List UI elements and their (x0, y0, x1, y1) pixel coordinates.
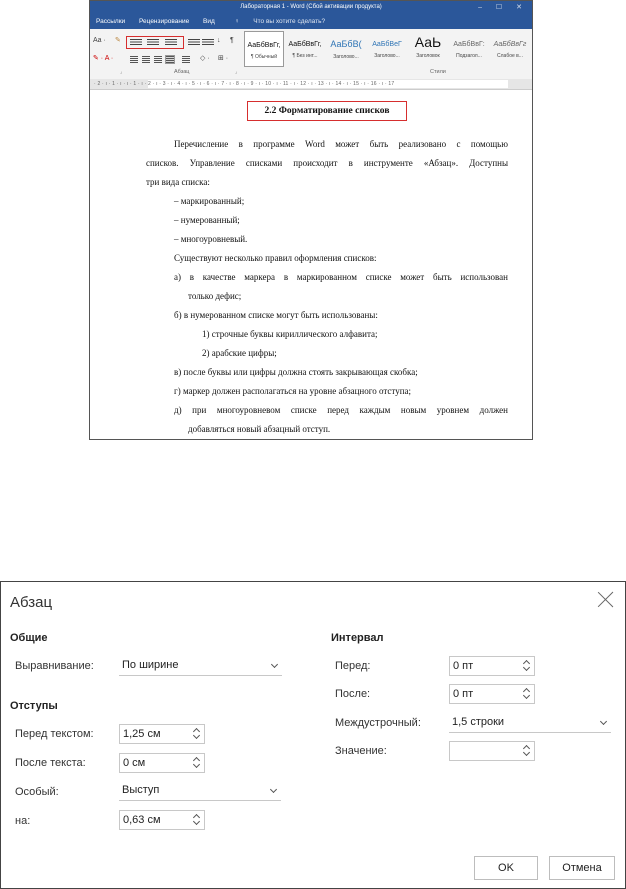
tab-review[interactable]: Рецензирование (139, 18, 190, 25)
dialog-launcher-icon[interactable]: ⌟ (120, 69, 123, 75)
rule-a-line-1: а) в качестве маркера в маркированном списке может быть использован (174, 272, 508, 282)
window-controls[interactable]: ‒ ☐ ✕ (478, 4, 528, 11)
align-right-icon[interactable] (154, 56, 162, 63)
general-header: Общие (10, 632, 48, 644)
rule-a-line-2: только дефис; (188, 291, 242, 301)
style-name: Заголово... (333, 54, 359, 60)
paragraph-dialog-launcher-icon[interactable]: ⌟ (235, 69, 238, 75)
style-no-spacing[interactable] (285, 31, 325, 67)
style-name: ¶ Обычный (250, 54, 278, 60)
ruler[interactable] (90, 79, 532, 90)
align-left-icon[interactable] (130, 56, 138, 63)
by-value: 0,63 см (123, 814, 161, 826)
rule-b-item-2: 2) арабские цифры; (202, 348, 277, 358)
highlight-color-icon[interactable]: ✎ · A · (93, 55, 114, 62)
indent-after-label: После текста: (15, 757, 86, 769)
borders-icon[interactable]: ⊞ · (218, 55, 229, 62)
intro-line-2: списков. Управление списками происходит в инструменте «Абзац». Доступны (146, 158, 508, 168)
intro-line-3: три вида списка: (146, 177, 210, 187)
spacing-value-input[interactable] (449, 741, 535, 761)
style-normal[interactable] (244, 31, 284, 67)
ribbon-tabs (90, 14, 532, 29)
shading-icon[interactable]: ◇ · (200, 55, 210, 62)
spinner-icon[interactable] (193, 756, 201, 770)
chevron-down-icon (271, 661, 278, 668)
multilevel-list-icon[interactable] (165, 39, 177, 45)
ribbon (90, 29, 532, 80)
style-name: Слабое в... (497, 53, 523, 59)
styles-gallery (244, 31, 533, 69)
spinner-icon[interactable] (523, 659, 531, 673)
style-name: Заголово... (374, 53, 400, 59)
paragraph-dialog (0, 581, 626, 889)
lightbulb-icon: ♀ (234, 18, 240, 25)
indent-before-label: Перед текстом: (15, 728, 94, 740)
spinner-icon[interactable] (523, 744, 531, 758)
group-styles-label: Стили (430, 69, 446, 75)
indent-before-value: 1,25 см (123, 728, 161, 740)
word-titlebar (90, 1, 532, 14)
list-type-multilevel: – многоуровневый. (174, 234, 248, 244)
align-justify-icon[interactable] (166, 56, 174, 63)
spacing-value-label: Значение: (335, 745, 387, 757)
spacing-before-input[interactable] (449, 656, 535, 676)
rule-d-line-2: добавляться новый абзацный отступ. (188, 424, 331, 434)
special-label: Особый: (15, 786, 59, 798)
document-page[interactable] (90, 90, 532, 439)
increase-indent-icon[interactable] (202, 39, 214, 45)
spacing-after-label: После: (335, 688, 371, 700)
clear-format-icon[interactable]: ✎ (115, 37, 121, 44)
sort-icon[interactable]: ↓ (217, 37, 221, 44)
line-spacing-dropdown[interactable] (449, 713, 611, 733)
by-input[interactable] (119, 810, 205, 830)
tell-me-text: Что вы хотите сделать? (253, 18, 326, 25)
rule-g: г) маркер должен располагаться на уровне абзацного отступа; (174, 386, 412, 396)
align-center-icon[interactable] (142, 56, 150, 63)
alignment-value: По ширине (122, 659, 179, 671)
numbering-icon[interactable] (147, 39, 159, 45)
chevron-down-icon (600, 718, 607, 725)
alignment-label: Выравнивание: (15, 660, 94, 672)
font-size-button[interactable]: Aa · (93, 37, 106, 44)
ruler-marks: · 2 · ı · 1 · ı · ı · 1 · ı · 2 · ı · 3 · ı · 4 · ı · 5 · ı · 6 · ı · 7 · ı · 8 · ı · 9 · ı · 10 · ı · 11 · ı · 12 · ı · 13 · ı · 14 · ı · 15 · ı · 16 · ı · 17 (94, 81, 395, 87)
style-sample: АаБбВеГ (372, 41, 402, 48)
list-type-numbered: – нумерованный; (174, 215, 240, 225)
style-sample: АаБбВ( (330, 39, 362, 49)
special-value: Выступ (122, 784, 160, 796)
chevron-down-icon (270, 786, 277, 793)
style-name: Заголовок (416, 53, 440, 59)
by-label: на: (15, 815, 31, 827)
tell-me-search[interactable] (229, 18, 332, 25)
indent-after-input[interactable] (119, 753, 205, 773)
style-sample: АаБбВвГ: (453, 41, 485, 48)
ok-button[interactable]: OK (474, 856, 538, 880)
window-title: Лабораторная 1 - Word (Сбой активации продукта) (240, 4, 382, 10)
list-type-bulleted: – маркированный; (174, 196, 245, 206)
tab-view[interactable]: Вид (203, 18, 215, 25)
style-heading-1[interactable] (326, 31, 366, 67)
document-heading: 2.2 Форматирование списков (247, 101, 407, 121)
rules-intro: Существуют несколько правил оформления списков: (174, 253, 377, 263)
dialog-title: Абзац (10, 594, 53, 611)
alignment-dropdown[interactable] (119, 656, 282, 676)
intro-line-1: Перечисление в программе Word может быть реализовано с помощью (174, 139, 508, 149)
bullets-icon[interactable] (130, 39, 142, 45)
rule-v: в) после буквы или цифры должна стоять закрывающая скобка; (174, 367, 418, 377)
style-sample: АаБбВвГг, (247, 42, 281, 49)
spinner-icon[interactable] (193, 813, 201, 827)
style-heading-2[interactable] (367, 31, 407, 67)
group-paragraph-label: Абзац (174, 69, 190, 75)
style-sample: АаБбВвГг (493, 41, 527, 48)
rule-b-item-1: 1) строчные буквы кириллического алфавита; (202, 329, 378, 339)
style-sample: АаЬ (414, 34, 442, 50)
spacing-after-input[interactable] (449, 684, 535, 704)
indent-after-value: 0 см (123, 757, 146, 769)
tab-mailings[interactable]: Рассылки (96, 18, 126, 25)
spacing-before-label: Перед: (335, 660, 371, 672)
spinner-icon[interactable] (523, 687, 531, 701)
close-icon[interactable] (597, 590, 615, 608)
spacing-header: Интервал (331, 632, 384, 644)
rule-b: б) в нумерованном списке могут быть использованы: (174, 310, 378, 320)
style-name: Подзагол... (456, 53, 482, 59)
spinner-icon[interactable] (193, 727, 201, 741)
line-spacing-icon[interactable] (182, 56, 190, 63)
indents-header: Отступы (10, 700, 58, 712)
pilcrow-icon[interactable]: ¶ (230, 37, 234, 44)
line-spacing-label: Междустрочный: (335, 717, 421, 729)
cancel-button[interactable]: Отмена (549, 856, 615, 880)
special-dropdown[interactable] (119, 781, 281, 801)
spacing-after-value: 0 пт (453, 688, 474, 700)
style-subtle-emphasis[interactable] (490, 31, 530, 67)
style-name: ¶ Без инт... (292, 53, 318, 59)
style-title[interactable] (408, 31, 448, 67)
spacing-before-value: 0 пт (453, 660, 474, 672)
style-subtitle[interactable] (449, 31, 489, 67)
line-spacing-value: 1,5 строки (452, 716, 505, 728)
decrease-indent-icon[interactable] (188, 39, 200, 45)
word-screenshot (89, 0, 533, 440)
style-sample: АаБбВвГг, (288, 41, 322, 48)
indent-before-input[interactable] (119, 724, 205, 744)
rule-d-line-1: д) при многоуровневом списке перед каждым новым уровнем должен (174, 405, 508, 415)
